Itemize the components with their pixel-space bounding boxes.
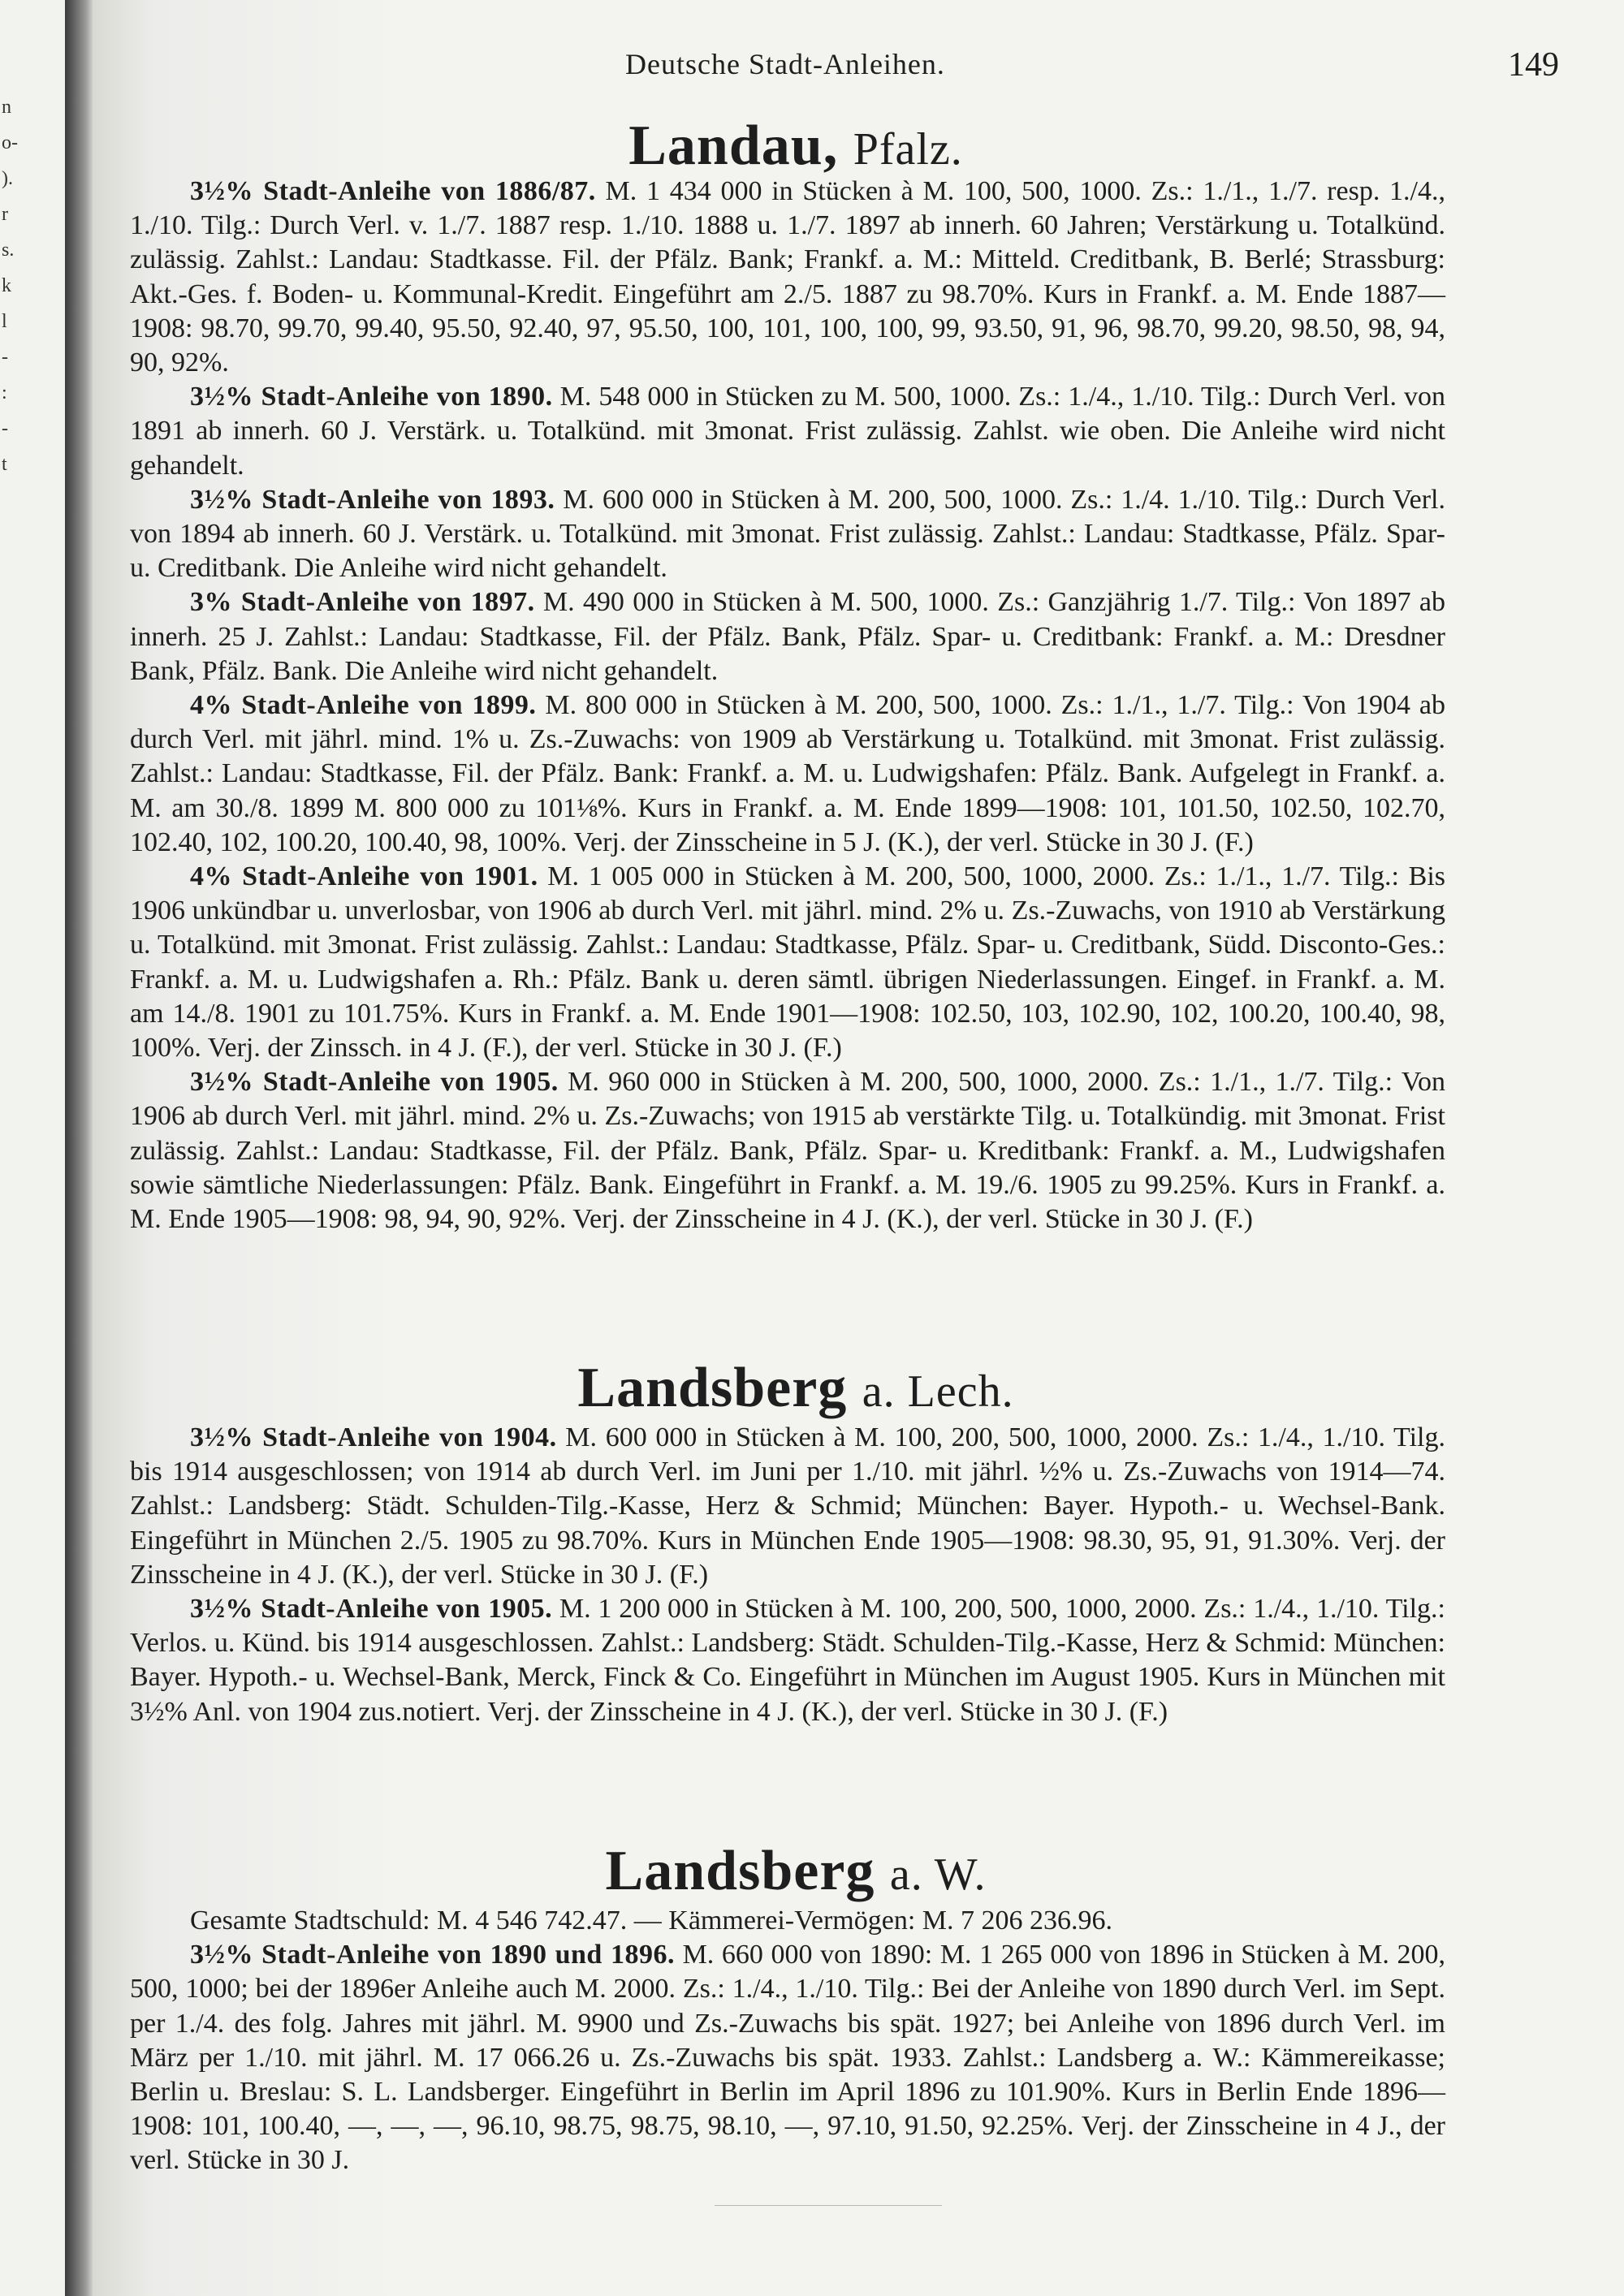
bond-details: M. 1 200 000 in Stücken à M. 100, 200, 500, 1000, 2000. Zs.: 1./4., 1./10. Tilg.: Verlos. u. Künd. bis 1914 ausgeschlossen. Zahlst.: Landsberg: Städt. Schulden-Tilg.-Kasse, Herz & Schmid: München: Bayer. Hypoth.- u. Wechsel-Bank, Merck, Finck & Co. Eingeführt in München im August 1905. Kurs in München mit 3½% Anl. von 1904 zus.notiert. Verj. der Zinsscheine in 4 J. (K.), der verl. Stücke in 30 J. (F.): [130, 1594, 1445, 1727]
fragment: k: [2, 275, 11, 296]
bond-details: M. 490 000 in Stücken à M. 500, 1000. Zs.: Ganzjährig 1./7. Tilg.: Von 1897 ab innerh. 25 J. Zahlst.: Landau: Stadtkasse, Fil. der Pfälz. Bank, Pfälz. Spar- u. Creditbank: Frankf. a. M.: Dresdner Bank, Pfälz. Bank. Die Anleihe wird nicht gehandelt.: [130, 587, 1445, 686]
bond-heading: 3½% Stadt-Anleihe von 1904.: [190, 1422, 557, 1452]
fragment: ).: [2, 168, 13, 189]
running-header: Deutsche Stadt-Anleihen.: [625, 48, 945, 80]
bond-details: M. 600 000 in Stücken à M. 100, 200, 500, 1000, 2000. Zs.: 1./4., 1./10. Tilg. bis 1914 ausgeschlossen; von 1914 ab durch Verl. im Juni per 1./10. mit jährl. ½% u. Zs.-Zuwachs von 1914—74. Zahlst.: Landsberg: Städt. Schulden-Tilg.-Kasse, Herz & Schmid; München: Bayer. Hypoth.- u. Wechsel-Bank. Eingeführt in München 2./5. 1905 zu 98.70%. Kurs in München Ende 1905—1908: 98.30, 95, 91, 91.30%. Verj. der Zinsscheine in 4 J. (K.), der verl. Stücke in 30 J. (F.): [130, 1422, 1445, 1590]
bond-heading: 3% Stadt-Anleihe von 1897.: [190, 587, 535, 618]
bond-entry: [130, 380, 1445, 483]
facing-page-edge: [0, 0, 65, 2296]
bond-entry: [130, 1938, 1445, 2177]
fragment: l: [2, 311, 7, 332]
facing-page-text-fragments: [2, 89, 26, 482]
bond-entry: [130, 860, 1445, 1065]
fragment: o-: [2, 132, 18, 153]
bond-details: M. 660 000 von 1890: M. 1 265 000 von 1896 in Stücken à M. 200, 500, 1000; bei der 1896er Anleihe auch M. 2000. Zs.: 1./4., 1./10. Tilg.: Bei der Anleihe von 1890 durch Verl. im Sept. per 1./4. des folg. Jahres mit jährl. M. 9900 und Zs.-Zuwachs bis spät. 1927; bei Anleihe von 1896 durch Verl. im März per 1./10. mit jährl. M. 17 066.26 u. Zs.-Zuwachs bis spät. 1933. Zahlst.: Landsberg a. W.: Kämmereikasse; Berlin u. Breslau: S. L. Landsberger. Eingeführt in Berlin im April 1896 zu 101.90%. Kurs in Berlin Ende 1896—1908: 101, 100.40, —, —, —, 96.10, 98.75, 98.75, 98.10, —, 97.10, 91.50, 92.25%. Verj. der Zinsscheine in 4 J., der verl. Stücke in 30 J.: [130, 1940, 1446, 2176]
section-title-landsberg-lech: [130, 1356, 1462, 1421]
bond-details: M. 800 000 in Stücken à M. 200, 500, 1000. Zs.: 1./1., 1./7. Tilg.: Von 1904 ab durch Verl. mit jährl. mind. 1% u. Zs.-Zuwachs: von 1909 ab Verstärkung u. Totalkünd. mit 3monat. Frist zulässig. Zahlst.: Landau: Stadtkasse, Fil. der Pfälz. Bank: Frankf. a. M. u. Ludwigshafen: Pfälz. Bank. Aufgelegt in Frankf. a. M. am 30./8. 1899 M. 800 000 zu 101⅛%. Kurs in Frankf. a. M. Ende 1899—1908: 101, 101.50, 102.50, 102.70, 102.40, 102, 100.20, 100.40, 98, 100%. Verj. der Zinsscheine in 5 J. (K.), der verl. Stücke in 30 J. (F.): [130, 690, 1445, 857]
bond-entry: [130, 1421, 1445, 1592]
bond-details: M. 1 434 000 in Stücken à M. 100, 500, 1000. Zs.: 1./1., 1./7. resp. 1./4., 1./10. Tilg.: Durch Verl. v. 1./7. 1887 resp. 1./10. 1888 u. 1./7. 1897 ab innerh. 60 Jahren; Verstärkung u. Totalkünd. zulässig. Zahlst.: Landau: Stadtkasse. Fil. der Pfälz. Bank; Frankf. a. M.: Mitteld. Creditbank, B. Berlé; Strassburg: Akt.-Ges. f. Boden- u. Kommunal-Kredit. Eingeführt am 2./5. 1887 zu 98.70%. Kurs in Frankf. a. M. Ende 1887—1908: 98.70, 99.70, 99.40, 95.50, 92.40, 97, 95.50, 100, 101, 100, 100, 99, 93.50, 91, 96, 98.70, 99.20, 98.50, 98, 94, 90, 92%.: [130, 176, 1446, 378]
bond-details: M. 960 000 in Stücken à M. 200, 500, 1000, 2000. Zs.: 1./1., 1./7. Tilg.: Von 1906 ab durch Verl. mit jährl. mind. 2% u. Zs.-Zuwachs; von 1915 ab verstärkte Tilg. u. Totalkündig. mit 3monat. Frist zulässig. Zahlst.: Landau: Stadtkasse, Fil. der Pfälz. Bank, Pfälz. Spar- u. Kreditbank: Frankf. a. M., Ludwigshafen sowie sämtliche Niederlassungen: Pfälz. Bank. Eingeführt in Frankf. a. M. 19./6. 1905 zu 99.25%. Kurs in Frankf. a. M. Ende 1905—1908: 98, 94, 90, 92%. Verj. der Zinsscheine in 4 J. (K.), der verl. Stücke in 30 J. (F.): [130, 1067, 1445, 1235]
bond-heading: 3½% Stadt-Anleihe von 1905.: [190, 1594, 553, 1625]
region-name: a. Lech.: [862, 1366, 1014, 1417]
region-name: a. W.: [889, 1849, 987, 1900]
bond-details: M. 548 000 in Stücken zu M. 500, 1000. Zs.: 1./4., 1./10. Tilg.: Durch Verl. von 1891 ab innerh. 60 J. Verstärk. u. Totalkünd. mit 3monat. Frist zulässig. Zahlst. wie oben. Die Anleihe wird nicht gehandelt.: [130, 382, 1446, 481]
section-title-landsberg-warthe: [130, 1839, 1462, 1904]
bond-entry: [130, 175, 1445, 380]
bond-heading: 3½% Stadt-Anleihe von 1893.: [190, 484, 555, 515]
bond-heading: 3½% Stadt-Anleihe von 1890.: [190, 382, 553, 412]
bond-heading: 3½% Stadt-Anleihe von 1905.: [190, 1067, 559, 1098]
city-name: Landau,: [628, 114, 839, 177]
city-name: Landsberg: [577, 1357, 848, 1419]
bond-details: M. 1 005 000 in Stücken à M. 200, 500, 1000, 2000. Zs.: 1./1., 1./7. Tilg.: Bis 1906 unkündbar u. unverlosbar, von 1906 ab durch Verl. mit jährl. mind. 2% u. Zs.-Zuwachs, von 1910 ab Verstärkung u. Totalkünd. mit 3monat. Frist zulässig. Zahlst.: Landau: Stadtkasse, Pfälz. Spar- u. Creditbank, Südd. Disconto-Ges.: Frankf. a. M. u. Ludwigshafen a. Rh.: Pfälz. Bank u. deren sämtl. übrigen Niederlassungen. Eingef. in Frankf. a. M. am 14./8. 1901 zu 101.75%. Kurs in Frankf. a. M. Ende 1901—1908: 102.50, 103, 102.90, 102, 100.20, 100.40, 98, 100%. Verj. der Zinssch. in 4 J. (F.), der verl. Stücke in 30 J. (F.): [130, 861, 1445, 1064]
region-name: Pfalz.: [853, 124, 963, 175]
fragment: -: [2, 347, 8, 368]
bond-heading: 4% Stadt-Anleihe von 1901.: [190, 861, 538, 892]
city-name: Landsberg: [605, 1840, 875, 1902]
bond-entry: [130, 483, 1445, 586]
bond-heading: 3½% Stadt-Anleihe von 1890 und 1896.: [190, 1940, 675, 1970]
section-body-landau: [130, 175, 1445, 1236]
fragment: -: [2, 418, 8, 439]
bond-details: M. 600 000 in Stücken à M. 200, 500, 1000. Zs.: 1./4. 1./10. Tilg.: Durch Verl. von 1894 ab innerh. 60 J. Verstärk. u. Totalkünd. mit 3monat. Frist zulässig. Zahlst.: Landau: Stadtkasse, Pfälz. Spar- u. Creditbank. Die Anleihe wird nicht gehandelt.: [130, 484, 1446, 584]
fragment: t: [2, 454, 7, 475]
fragment: s.: [2, 240, 15, 261]
bond-entry: [130, 1065, 1445, 1236]
fragment: r: [2, 204, 8, 225]
fragment: :: [2, 382, 7, 404]
bond-heading: 4% Stadt-Anleihe von 1899.: [190, 690, 537, 721]
page-number: 149: [1508, 46, 1559, 84]
section-title-landau: [130, 114, 1462, 179]
debt-summary: Gesamte Stadtschuld: M. 4 546 742.47. — Kämmerei-Vermögen: M. 7 206 236.96.: [190, 1905, 1113, 1936]
bond-entry: [130, 688, 1445, 860]
book-gutter: [65, 0, 93, 2296]
end-rule: [715, 2205, 942, 2206]
section-body-landsberg-warthe: [130, 1904, 1445, 2178]
section-body-landsberg-lech: [130, 1421, 1445, 1729]
bond-entry: [130, 1592, 1445, 1729]
fragment: n: [2, 97, 11, 118]
bond-entry: [130, 585, 1445, 688]
bond-heading: 3½% Stadt-Anleihe von 1886/87.: [190, 176, 596, 206]
